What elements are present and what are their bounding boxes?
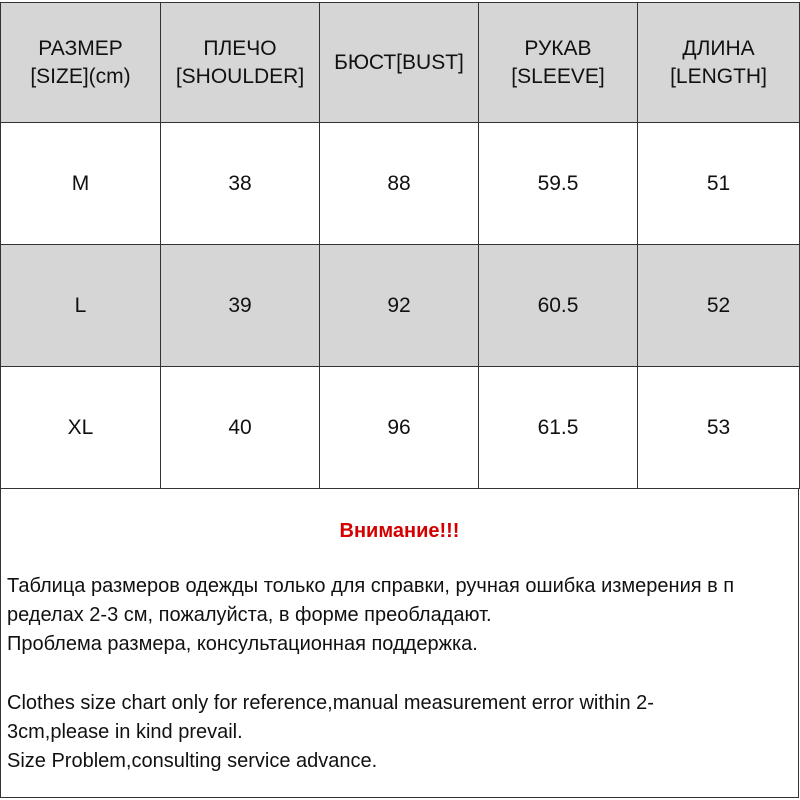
size-table	[0, 2, 800, 489]
header-sleeve: РУКАВ [SLEEVE]	[479, 3, 638, 123]
header-length: ДЛИНА [LENGTH]	[638, 3, 800, 123]
cell-bust: 96	[320, 367, 479, 489]
cell-sleeve: 60.5	[479, 245, 638, 367]
cell-length: 53	[638, 367, 800, 489]
english-note-line: Size Problem,consulting service advance.	[7, 750, 378, 772]
header-bust: БЮСТ[BUST]	[320, 3, 479, 123]
cell-sleeve: 61.5	[479, 367, 638, 489]
cell-bust: 88	[320, 123, 479, 245]
english-note-line: Clothes size chart only for reference,manual measurement error within 2-	[7, 692, 654, 714]
header-shoulder: ПЛЕЧО [SHOULDER]	[161, 3, 320, 123]
table-row	[1, 245, 800, 367]
header-row	[1, 3, 800, 123]
cell-size: L	[1, 245, 161, 367]
russian-note-line: ределах 2-3 см, пожалуйста, в форме преобладают.	[7, 604, 492, 626]
notice-title: Внимание!!!	[339, 520, 460, 542]
header-size: РАЗМЕР [SIZE](cm)	[1, 3, 161, 123]
english-note	[7, 689, 794, 776]
table-row	[1, 123, 800, 245]
cell-length: 52	[638, 245, 800, 367]
cell-shoulder: 39	[161, 245, 320, 367]
cell-sleeve: 59.5	[479, 123, 638, 245]
english-note-line: 3cm,please in kind prevail.	[7, 721, 243, 743]
notice-box	[0, 488, 799, 798]
cell-bust: 92	[320, 245, 479, 367]
russian-note-line: Таблица размеров одежды только для справки, ручная ошибка измерения в п	[7, 575, 735, 597]
russian-note-line: Проблема размера, консультационная поддержка.	[7, 633, 478, 655]
cell-size: M	[1, 123, 161, 245]
cell-length: 51	[638, 123, 800, 245]
russian-note	[7, 572, 794, 659]
cell-shoulder: 38	[161, 123, 320, 245]
cell-size: XL	[1, 367, 161, 489]
table-row	[1, 367, 800, 489]
cell-shoulder: 40	[161, 367, 320, 489]
